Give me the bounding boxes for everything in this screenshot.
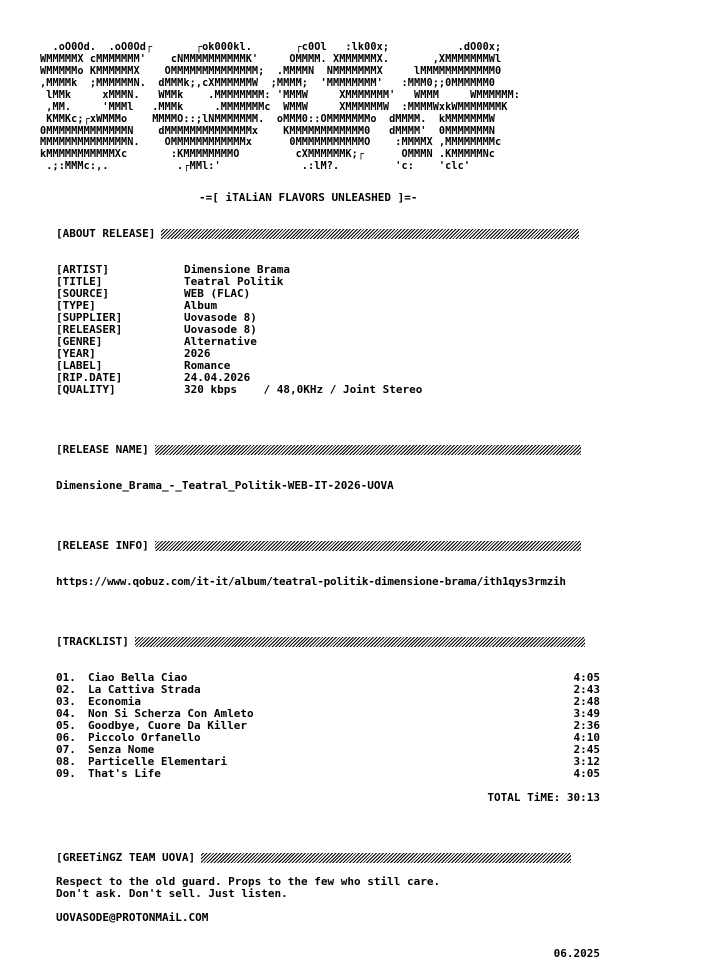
detail-key: [ARTIST] — [56, 263, 109, 276]
label-value: Romance — [184, 359, 231, 372]
hatch-divider — [135, 637, 585, 647]
detail-key: [SOURCE] — [56, 287, 109, 300]
track-number: 06. — [56, 731, 76, 744]
track-duration: 4:10 — [573, 731, 600, 744]
title-value: Teatral Politik — [184, 275, 284, 288]
track-title: Senza Nome — [88, 743, 155, 756]
release-details — [56, 264, 422, 396]
track-title: Non Si Scherza Con Amleto — [88, 707, 254, 720]
detail-key: [YEAR] — [56, 347, 96, 360]
track-title: La Cattiva Strada — [88, 683, 201, 696]
track-number: 05. — [56, 719, 76, 732]
track-duration: 4:05 — [573, 671, 600, 684]
total-time: TOTAL TiME: 30:13 — [487, 791, 600, 804]
hatch-divider — [161, 229, 579, 239]
detail-key: [LABEL] — [56, 359, 103, 372]
type-value: Album — [184, 299, 218, 312]
detail-row-quality — [56, 384, 422, 396]
track-number: 08. — [56, 755, 76, 768]
detail-key: [QUALITY] — [56, 383, 116, 396]
section-label: [ABOUT RELEASE] — [56, 227, 156, 240]
track-number: 07. — [56, 743, 76, 756]
detail-key: [TITLE] — [56, 275, 103, 288]
section-label: [RELEASE NAME] — [56, 443, 149, 456]
hatch-divider — [155, 445, 581, 455]
track-title: That's Life — [88, 767, 161, 780]
footer-date: 06.2025 — [553, 947, 600, 960]
track-number: 09. — [56, 767, 76, 780]
track-number: 02. — [56, 683, 76, 696]
quality-value: 320 kbps / 48,0KHz / Joint Stereo — [184, 383, 423, 396]
track-number: 01. — [56, 671, 76, 684]
detail-row-year — [56, 348, 422, 360]
source-value: WEB (FLAC) — [184, 287, 251, 300]
releaser-value: Uovasode 8) — [184, 323, 257, 336]
detail-row-source — [56, 288, 422, 300]
section-greetings — [56, 852, 571, 864]
section-tracklist — [56, 636, 585, 648]
track-title: Economia — [88, 695, 141, 708]
track-duration: 4:05 — [573, 767, 600, 780]
section-label: [TRACKLIST] — [56, 635, 129, 648]
section-about-release — [56, 228, 579, 240]
artist-value: Dimensione Brama — [184, 263, 290, 276]
track-duration: 2:48 — [573, 695, 600, 708]
hatch-divider — [155, 541, 581, 551]
track-number: 03. — [56, 695, 76, 708]
tagline: -=[ iTALiAN FLAVORS UNLEASHED ]=- — [199, 191, 418, 204]
ripdate-value: 24.04.2026 — [184, 371, 251, 384]
track-duration: 2:36 — [573, 719, 600, 732]
detail-key: [SUPPLIER] — [56, 311, 123, 324]
release-name: Dimensione_Brama_-_Teatral_Politik-WEB-IT-2026-UOVA — [56, 479, 394, 492]
tracklist — [56, 672, 600, 780]
track-title: Particelle Elementari — [88, 755, 228, 768]
track-duration: 2:45 — [573, 743, 600, 756]
detail-key: [TYPE] — [56, 299, 96, 312]
track-duration: 3:12 — [573, 755, 600, 768]
hatch-divider — [201, 853, 571, 863]
section-release-name — [56, 444, 581, 456]
greetings-line-2: Don't ask. Don't sell. Just listen. — [56, 887, 288, 900]
section-release-info — [56, 540, 581, 552]
section-label: [GREETiNGZ TEAM UOVA] — [56, 851, 196, 864]
year-value: 2026 — [184, 347, 211, 360]
track-duration: 3:49 — [573, 707, 600, 720]
detail-row-genre — [56, 336, 422, 348]
detail-key: [RIP.DATE] — [56, 371, 123, 384]
supplier-value: Uovasode 8) — [184, 311, 257, 324]
release-info-link[interactable]: https://www.qobuz.com/it-it/album/teatral-politik-dimensione-brama/ith1qys3rmzih — [56, 575, 566, 588]
contact-email[interactable]: UOVASODE@PROTONMAiL.COM — [56, 911, 209, 924]
ascii-logo: .oO0Od. .oO0Od┌ ┌ok000kl. ┌c0Ol :lk00x; .dO00x; WMMMMMX cMMMMMMM' cNMMMMMMMMMMK' OMMMM. XMMMMMMX. ,XMMMMMMMWl WMMMMMo KMMMMMMX OMMMMMMMMMMMMMM; .MMMMN NMMMMMMMX lMMMMMMMMMMMM0 ,MMMMk ;MMMMMMN. dMMMk;,cXMMMMMMW ;MMMM; 'MMMMMMMM' :MMM0;;0MMMMMM0 lMMk xMMMN. WMMk .MMMMMMMM: 'MMMW XMMMMMMM' WMMM WMMMMMM: ,MM. 'MMMl .MMMk .MMMMMMMc WMMW XMMMMMMW :MMMMWxkWMMMMMMMK KMMKc;┌xWMMMo MMMMO::;lNMMMMMMM. oMMM0::OMMMMMMMo dMMMM. kMMMMMMMW 0MMMMMMMMMMMMMN dMMMMMMMMMMMMMMx KMMMMMMMMMMMM0 dMMMM' 0MMMMMMMN MMMMMMMMMMMMMMN. OMMMMMMMMMMMMx 0MMMMMMMMMMMO :MMMMX ,MMMMMMMMc kMMMMMMMMMMMXc :KMMMMMMMMO cXMMMMMMK;┌ OMMMN .KMMMMMNc .;:MMMc:,. .┌MMl:' .:lM?. 'c: 'clc' — [40, 42, 520, 173]
track-title: Ciao Bella Ciao — [88, 671, 188, 684]
track-duration: 2:43 — [573, 683, 600, 696]
track-title: Piccolo Orfanello — [88, 731, 201, 744]
greetings-line-1: Respect to the old guard. Props to the few who still care. — [56, 875, 441, 888]
detail-key: [RELEASER] — [56, 323, 123, 336]
section-label: [RELEASE INFO] — [56, 539, 149, 552]
genre-value: Alternative — [184, 335, 257, 348]
track-number: 04. — [56, 707, 76, 720]
track-row — [56, 768, 600, 780]
track-title: Goodbye, Cuore Da Killer — [88, 719, 247, 732]
detail-key: [GENRE] — [56, 335, 103, 348]
